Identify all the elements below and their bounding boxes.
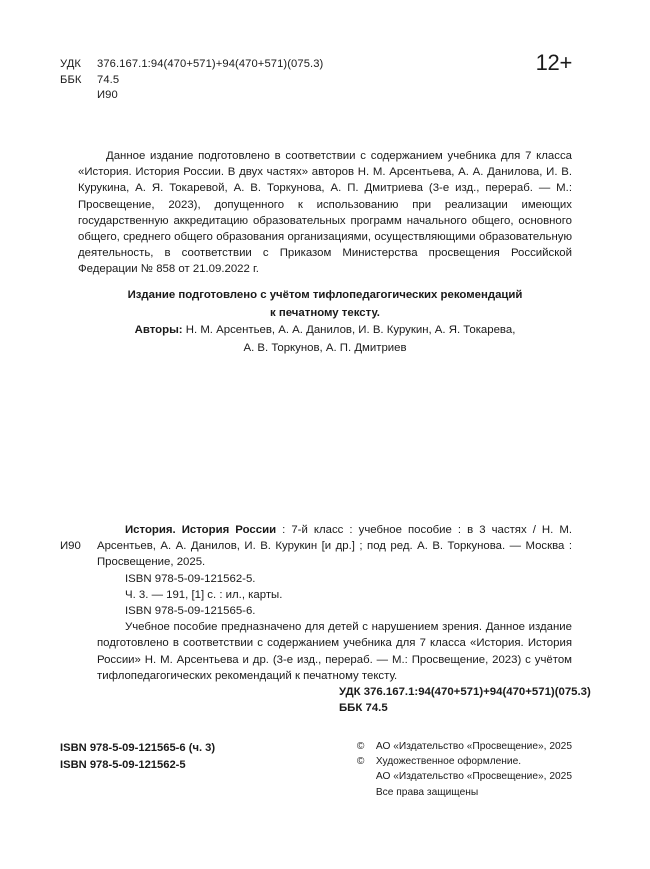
copyright-design-text: Художественное оформление. xyxy=(375,756,522,768)
copyright-row-rights xyxy=(357,785,572,800)
typhlo-note-line-1: Издание подготовлено с учётом тифлопедагогических рекомендаций xyxy=(127,289,523,301)
authors-line-2: А. В. Торкунов, А. П. Дмитриев xyxy=(243,341,407,354)
authors-label: Авторы: xyxy=(134,324,183,336)
bbk-label: ББК xyxy=(60,73,82,86)
copyright-spacer xyxy=(357,769,376,784)
copyright-icon: © xyxy=(356,741,365,752)
cip-record xyxy=(60,522,591,716)
cip-bbk-line: ББК 74.5 xyxy=(339,702,388,715)
sigla-value: И90 xyxy=(97,89,118,101)
udk-row xyxy=(60,57,323,73)
footer-isbn-part: ISBN 978-5-09-121565-6 (ч. 3) xyxy=(60,742,216,754)
typhlo-note-line-2: к печатному тексту. xyxy=(270,306,380,319)
copyright-spacer-2 xyxy=(357,785,376,800)
copyright-design-publisher-text: АО «Издательство «Просвещение», 2025 xyxy=(375,771,572,783)
sigla-row xyxy=(60,88,323,104)
cip-udk-line: УДК 376.167.1:94(470+571)+94(470+571)(075.3) xyxy=(339,686,591,699)
cip-isbn-part: ISBN 978-5-09-121565-6. xyxy=(125,605,256,618)
authors-line-1 xyxy=(78,322,572,340)
udk-label: УДК xyxy=(60,58,81,70)
copyright-column xyxy=(357,739,572,800)
isbn-column xyxy=(60,739,215,773)
all-rights-reserved-text: Все права защищены xyxy=(375,786,479,798)
typhlopedagogical-note-block xyxy=(78,287,572,357)
age-rating-mark: 12+ xyxy=(535,50,572,75)
cip-body xyxy=(97,522,591,716)
classification-header xyxy=(60,57,323,104)
cip-main-entry xyxy=(97,522,572,571)
cip-sigla: И90 xyxy=(60,540,81,552)
authors-names-1: Н. М. Арсентьев, А. А. Данилов, И. В. Курукин, А. Я. Токарева, xyxy=(182,324,516,336)
bbk-row xyxy=(60,73,323,89)
page-footer xyxy=(60,739,572,800)
udk-value: 376.167.1:94(470+571)+94(470+571)(075.3) xyxy=(97,58,324,70)
cip-isbn-set: ISBN 978-5-09-121562-5. xyxy=(125,572,256,585)
compliance-notice-block xyxy=(78,148,572,278)
footer-isbn-set: ISBN 978-5-09-121562-5 xyxy=(60,758,186,771)
cip-description: : 7-й класс : учебное пособие : в 3 частях / Н. М. Арсентьев, А. А. Данилов, И. В. Курукин [и др.] ; под ред. А. В. Торкунова. — Москва : Просвещение, 2025. xyxy=(97,524,573,569)
compliance-notice-paragraph: Данное издание подготовлено в соответствии с содержанием учебника для 7 класса «История. История России. В двух частях» авторов Н. М. Арсентьева, А. А. Данилова, И. В. Курукина, А. Я. Токаревой, А. В. Торкунова, А. П. Дмитриева (3-е изд., перераб. — М.: Просвещение, 2023), допущенного к использованию при реализации имеющих государственную аккредитацию образовательных программ начального общего, основного общего, среднего общего образования организациями, осуществляющими образовательную деятельность, в соответствии с Приказом Министерства просвещения Российской Федерации № 858 от 21.09.2022 г. xyxy=(78,150,572,276)
cip-title: История. История России xyxy=(125,524,277,536)
cip-annotation: Учебное пособие предназначено для детей с нарушением зрения. Данное издание подготовлено в соответствии с содержанием учебника для 7 класса «История. История России» Н. М. Арсентьева и др. (3-е изд., перераб. — М.: Просвещение, 2023) с учётом тифлопедагогических рекомендаций к печатному тексту. xyxy=(97,621,572,682)
bbk-value: 74.5 xyxy=(97,73,120,86)
copyright-publisher-text: АО «Издательство «Просвещение», 2025 xyxy=(375,741,572,752)
cip-part-statement: Ч. 3. — 191, [1] с. : ил., карты. xyxy=(125,588,283,601)
copyright-row-publisher xyxy=(357,739,572,754)
sigla-label xyxy=(60,88,97,104)
copyright-row-design xyxy=(357,754,572,769)
copyright-row-design-publisher xyxy=(357,769,572,784)
copyright-icon-design: © xyxy=(356,756,365,768)
